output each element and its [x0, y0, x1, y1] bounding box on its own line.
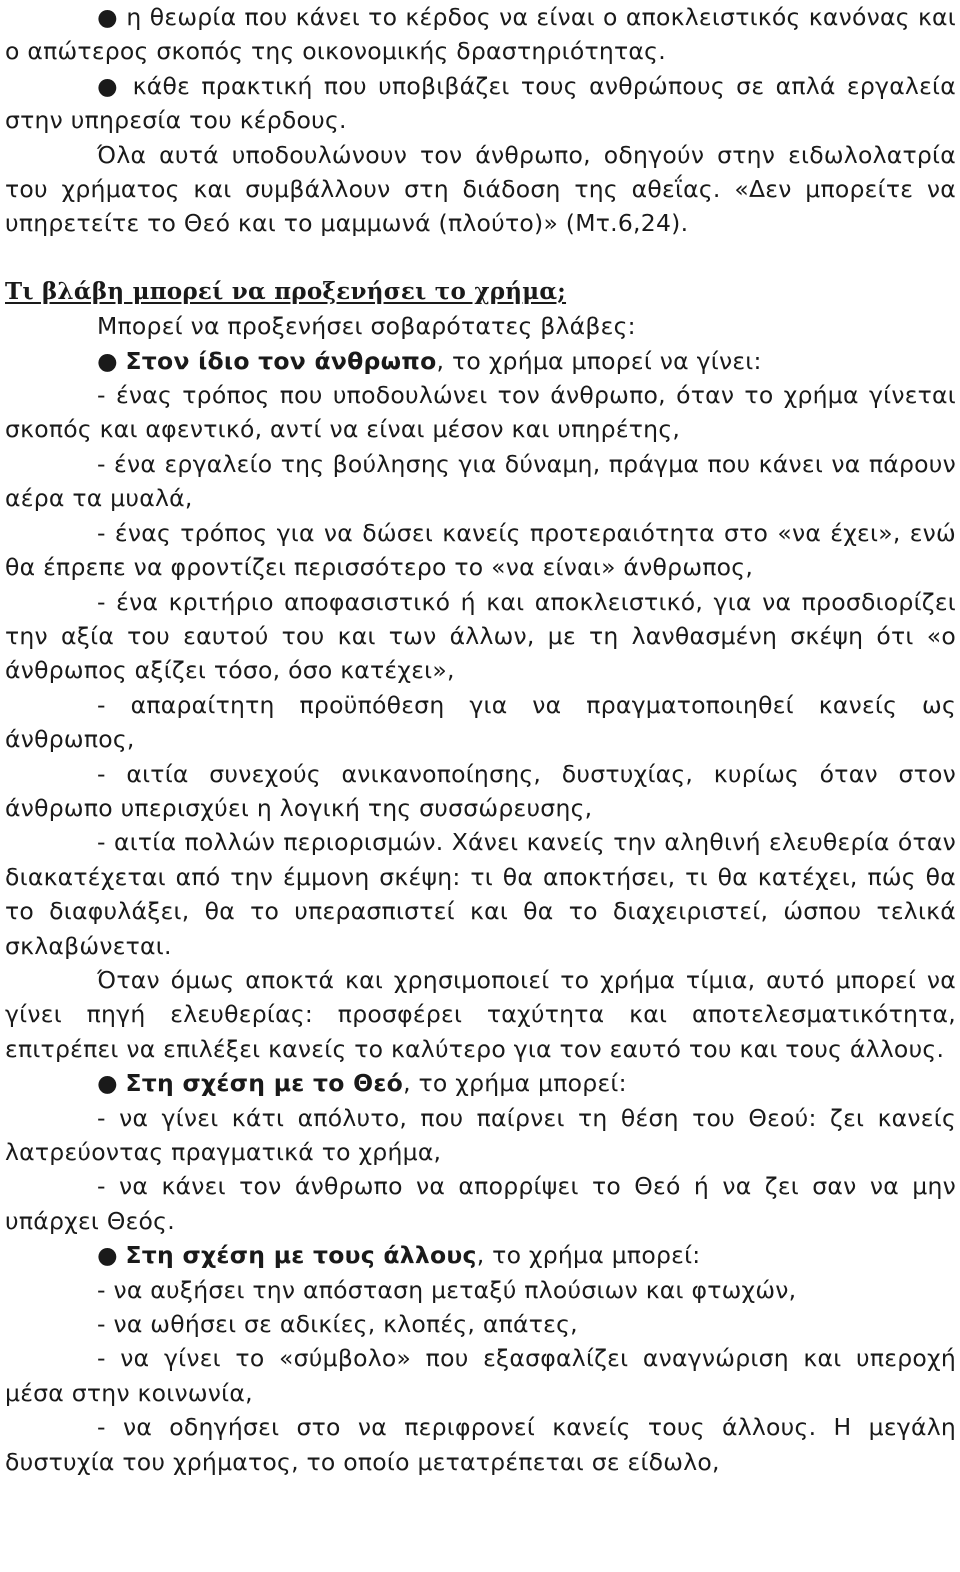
bullet-text: κάθε πρακτική που υποβιβάζει τους ανθρώπους σε απλά εργαλεία στην υπηρεσία του κέρδους.: [5, 71, 956, 135]
list-item: - να γίνει κάτι απόλυτο, που παίρνει τη θέση του Θεού: ζει κανείς λατρεύοντας πραγματικά το χρήμα,: [5, 1103, 956, 1166]
bullet-icon: ●: [97, 1241, 118, 1270]
subsection-label: Στη σχέση με τους άλλους: [125, 1241, 477, 1270]
subsection-rest: , το χρήμα μπορεί:: [476, 1241, 701, 1270]
list-item: - ένα κριτήριο αποφασιστικό ή και αποκλειστικό, για να προσδιορίζει την αξία του εαυτού του και των άλλων, με τη λανθασμένη σκέψη ότι «ο άνθρωπος αξίζει τόσο, όσο κατέχει»,: [5, 587, 956, 685]
list-item: - αιτία συνεχούς ανικανοποίησης, δυστυχίας, κυρίως όταν στον άνθρωπο υπερισχύει η λογική της συσσώρευσης,: [5, 759, 956, 822]
subsection-label: Στον ίδιο τον άνθρωπο: [125, 346, 437, 375]
bullet-paragraph: [5, 0, 956, 69]
list-item: - να κάνει τον άνθρωπο να απορρίψει το Θεό ή να ζει σαν να μην υπάρχει Θεός.: [5, 1172, 956, 1235]
subsection-rest: , το χρήμα μπορεί να γίνει:: [436, 346, 762, 375]
list-item: - να οδηγήσει στο να περιφρονεί κανείς τους άλλους. Η μεγάλη δυστυχία του χρήματος, το οποίο μετατρέπεται σε είδωλο,: [5, 1413, 956, 1476]
summary-paragraph: Όλα αυτά υποδουλώνουν τον άνθρωπο, οδηγούν στην ειδωλολατρία του χρήματος και συμβάλλουν στη διάδοση της αθεΐας. «Δεν μπορείτε να υπηρετείτε το Θεό και το μαμμωνά (πλούτο)» (Μτ.6,24).: [5, 140, 956, 238]
list-item: - να αυξήσει την απόσταση μεταξύ πλούσιων και φτωχών,: [97, 1275, 797, 1304]
list-item: - απαραίτητη προϋπόθεση για να πραγματοποιηθεί κανείς ως άνθρωπος,: [5, 690, 956, 754]
subsection-person-title: [5, 344, 956, 378]
subsection-rest: , το χρήμα μπορεί:: [403, 1069, 627, 1098]
list-item: - ένας τρόπος για να δώσει κανείς προτεραιότητα στο «να έχει», ενώ θα έπρεπε να φροντίζει περισσότερο το «να είναι» άνθρωπος,: [5, 518, 956, 582]
subsection-label: Στη σχέση με το Θεό: [125, 1069, 404, 1098]
list-item: - αιτία πολλών περιορισμών. Χάνει κανείς την αληθινή ελευθερία όταν διακατέχεται από την έμμονη σκέψη: τι θα αποκτήσει, τι θα κατέχει, πώς θα το διαφυλάξει, θα το υπερασπιστεί και θα το διαχειριστεί, ώσπου τελικά σκλαβώνεται.: [5, 828, 956, 960]
subsection-god-title: [5, 1066, 956, 1100]
bullet-text: η θεωρία που κάνει το κέρδος να είναι ο αποκλειστικός κανόνας και ο απώτερος σκοπός της οικονομικής δραστηριότητας.: [5, 3, 956, 66]
subsection-others-title: [5, 1238, 956, 1272]
closing-paragraph: Όταν όμως αποκτά και χρησιμοποιεί το χρήμα τίμια, αυτό μπορεί να γίνει πηγή ελευθερίας: προσφέρει ταχύτητα και αποτελεσματικότητα, επιτρέπει να επιλέξει κανείς το καλύτερο για τον εαυτό του και τους άλλους.: [5, 965, 956, 1063]
list-item: - ένα εργαλείο της βούλησης για δύναμη, πράγμα που κάνει να πάρουν αέρα τα μυαλά,: [5, 449, 956, 513]
bullet-icon: ●: [97, 71, 122, 100]
list-item: - να ωθήσει σε αδικίες, κλοπές, απάτες,: [97, 1310, 578, 1339]
section-lead: Μπορεί να προξενήσει σοβαρότατες βλάβες:: [97, 312, 636, 341]
list-item: - να γίνει το «σύμβολο» που εξασφαλίζει αναγνώριση και υπεροχή μέσα στην κοινωνία,: [5, 1344, 956, 1407]
section-heading: Τι βλάβη μπορεί να προξενήσει το χρήμα;: [5, 277, 567, 305]
bullet-icon: ●: [97, 3, 119, 31]
bullet-icon: ●: [97, 1069, 118, 1098]
bullet-paragraph: [5, 69, 956, 138]
list-item: - ένας τρόπος που υποδουλώνει τον άνθρωπο, όταν το χρήμα γίνεται σκοπός και αφεντικό, αντί να είναι μέσον και υπηρέτης,: [5, 381, 956, 444]
bullet-icon: ●: [97, 346, 118, 375]
